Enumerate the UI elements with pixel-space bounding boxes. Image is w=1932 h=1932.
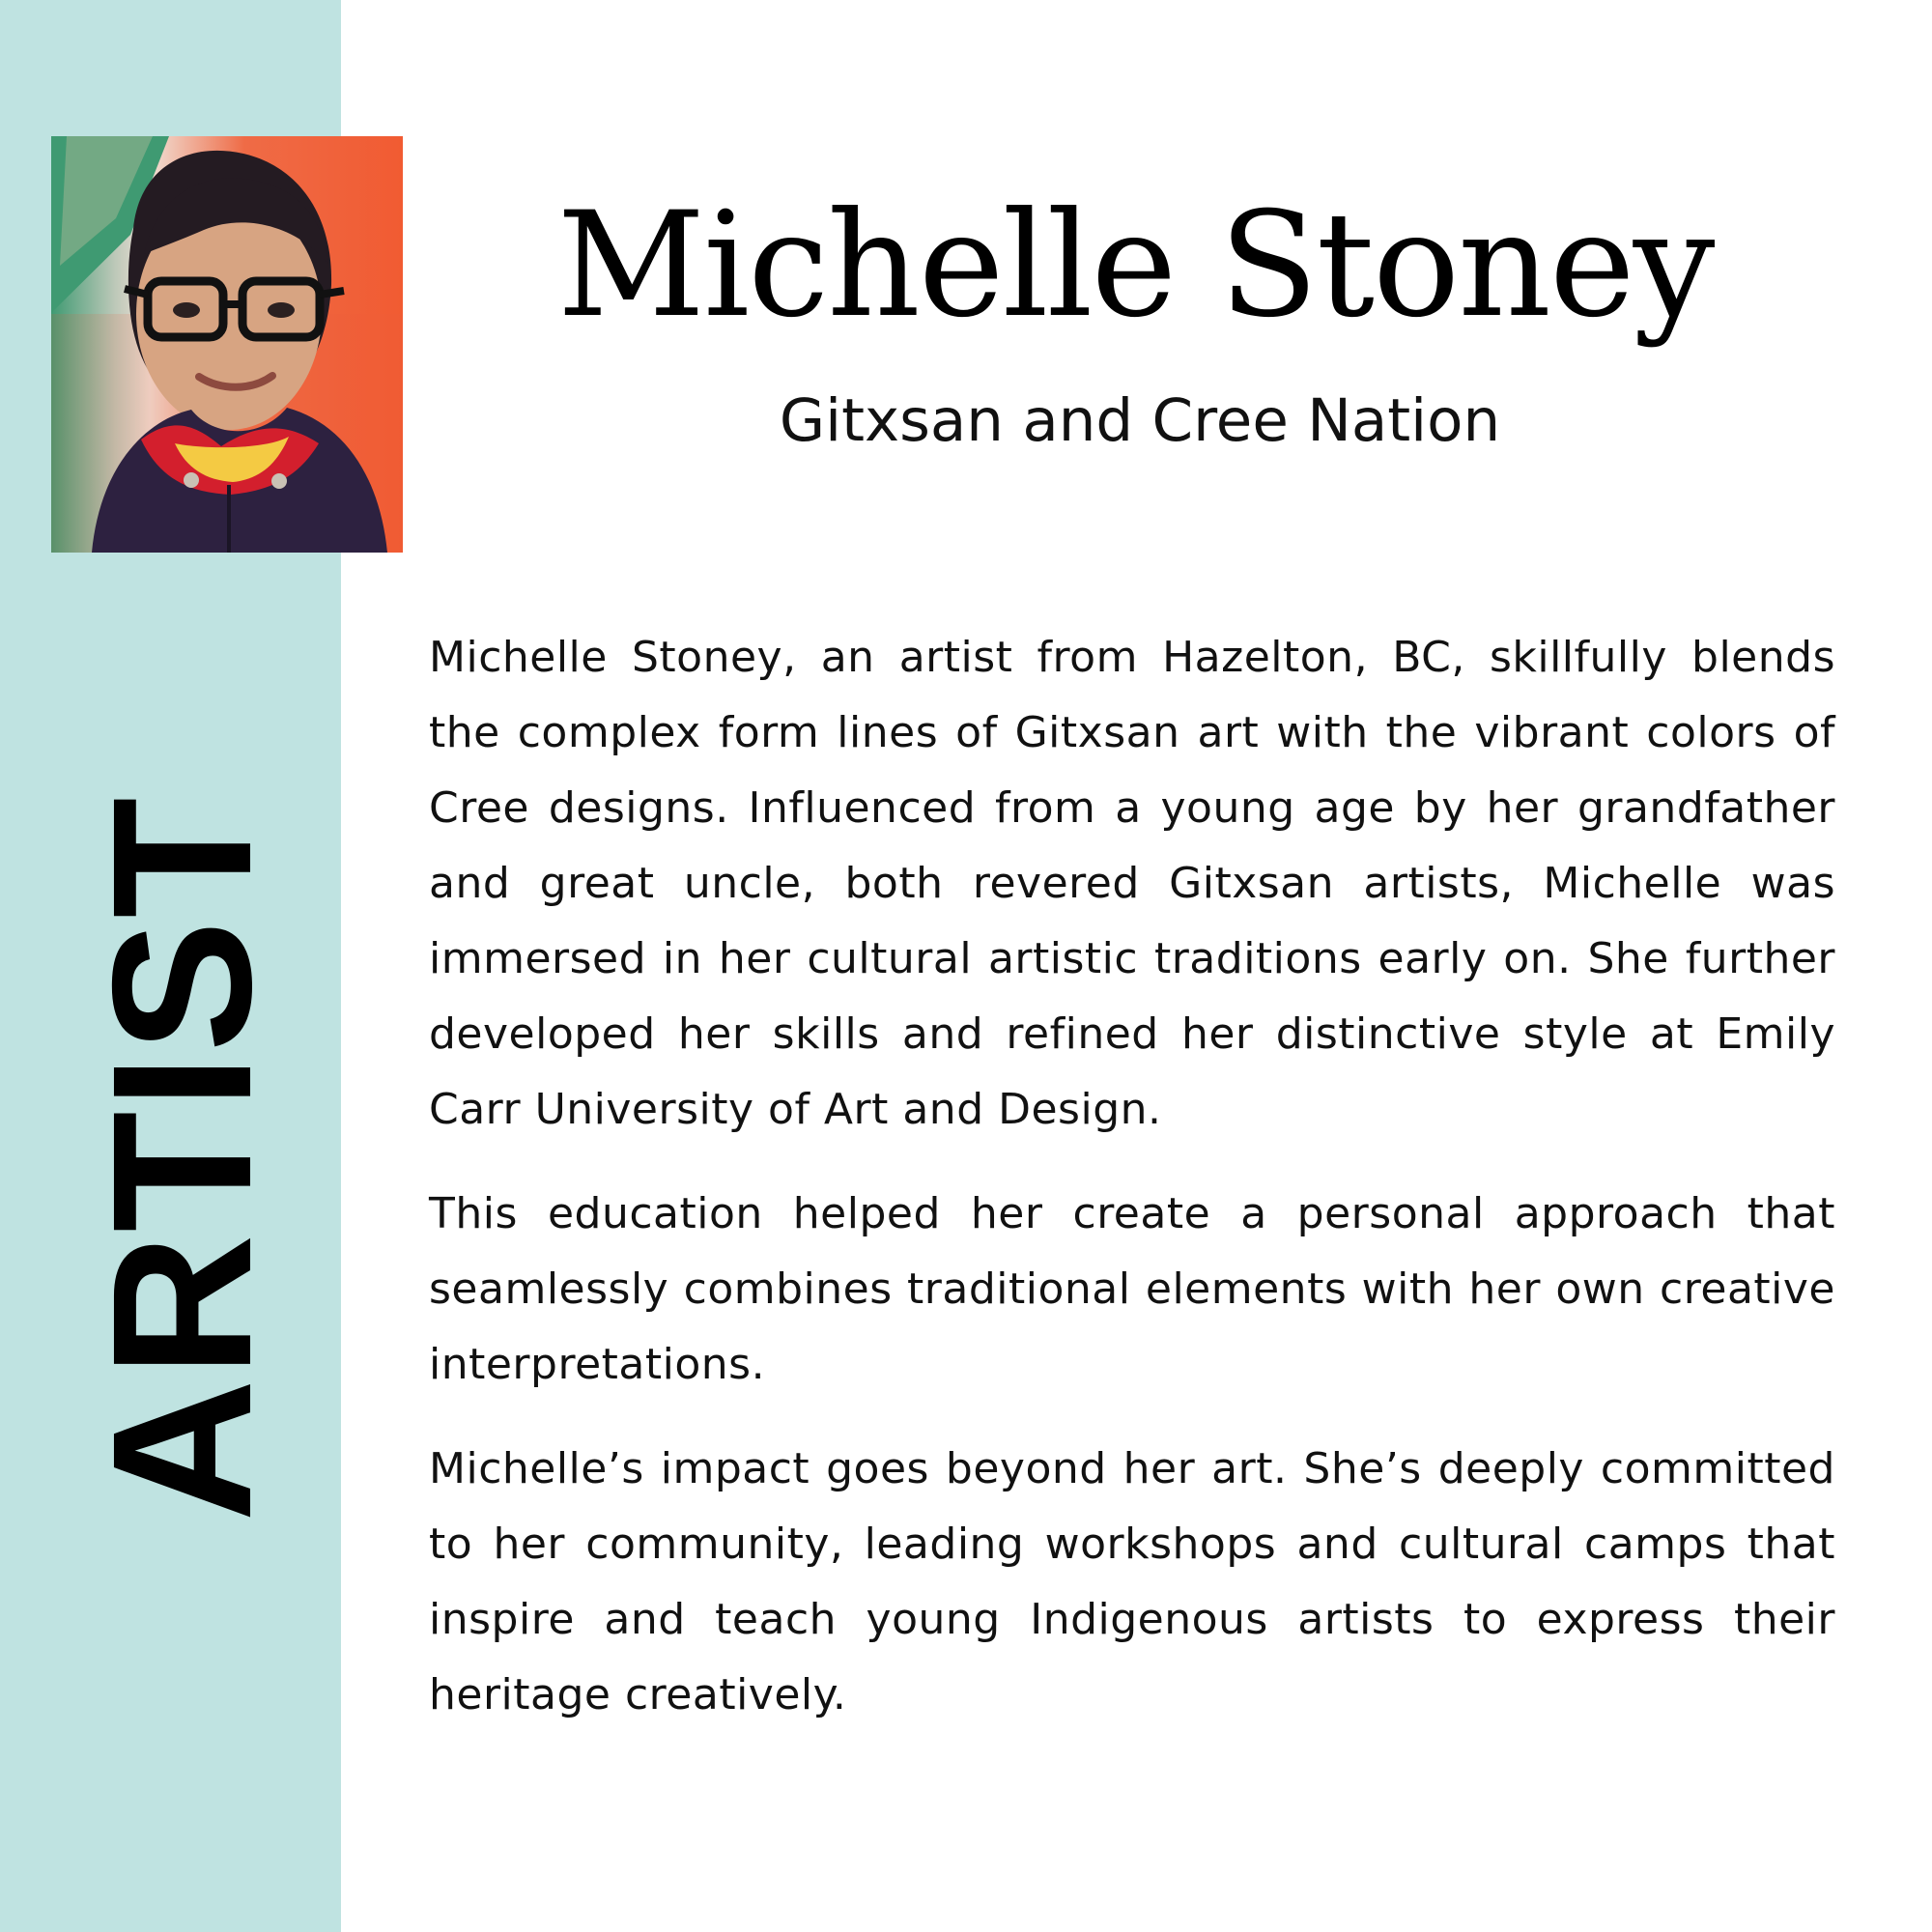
biography [429,620,1835,1762]
artist-name: Michelle Stoney [556,182,1714,350]
bio-paragraph-3: Michelle’s impact goes beyond her art. She’s deeply committed to her community, leading workshops and cultural camps that inspire and teach young Indigenous artists to express their heritage creatively. [429,1444,1835,1719]
nation-subtitle: Gitxsan and Cree Nation [779,386,1501,455]
artist-portrait [51,136,403,553]
portrait-photo-illustration [51,136,403,553]
bio-paragraph-2: This education helped her create a personal approach that seamlessly combines traditional elements with her own creative interpretations. [429,1189,1835,1389]
bio-paragraph-1: Michelle Stoney, an artist from Hazelton, BC, skillfully blends the complex form lines of Gitxsan art with the vibrant colors of Cree designs. Influenced from a young age by her grandfather and great uncle, both revered Gitxsan artists, Michelle was immersed in her cultural artistic traditions early on. She further developed her skills and refined her distinctive style at Emily Carr University of Art and Design. [429,633,1835,1134]
vertical-artist-label: ARTIST [71,795,293,1522]
